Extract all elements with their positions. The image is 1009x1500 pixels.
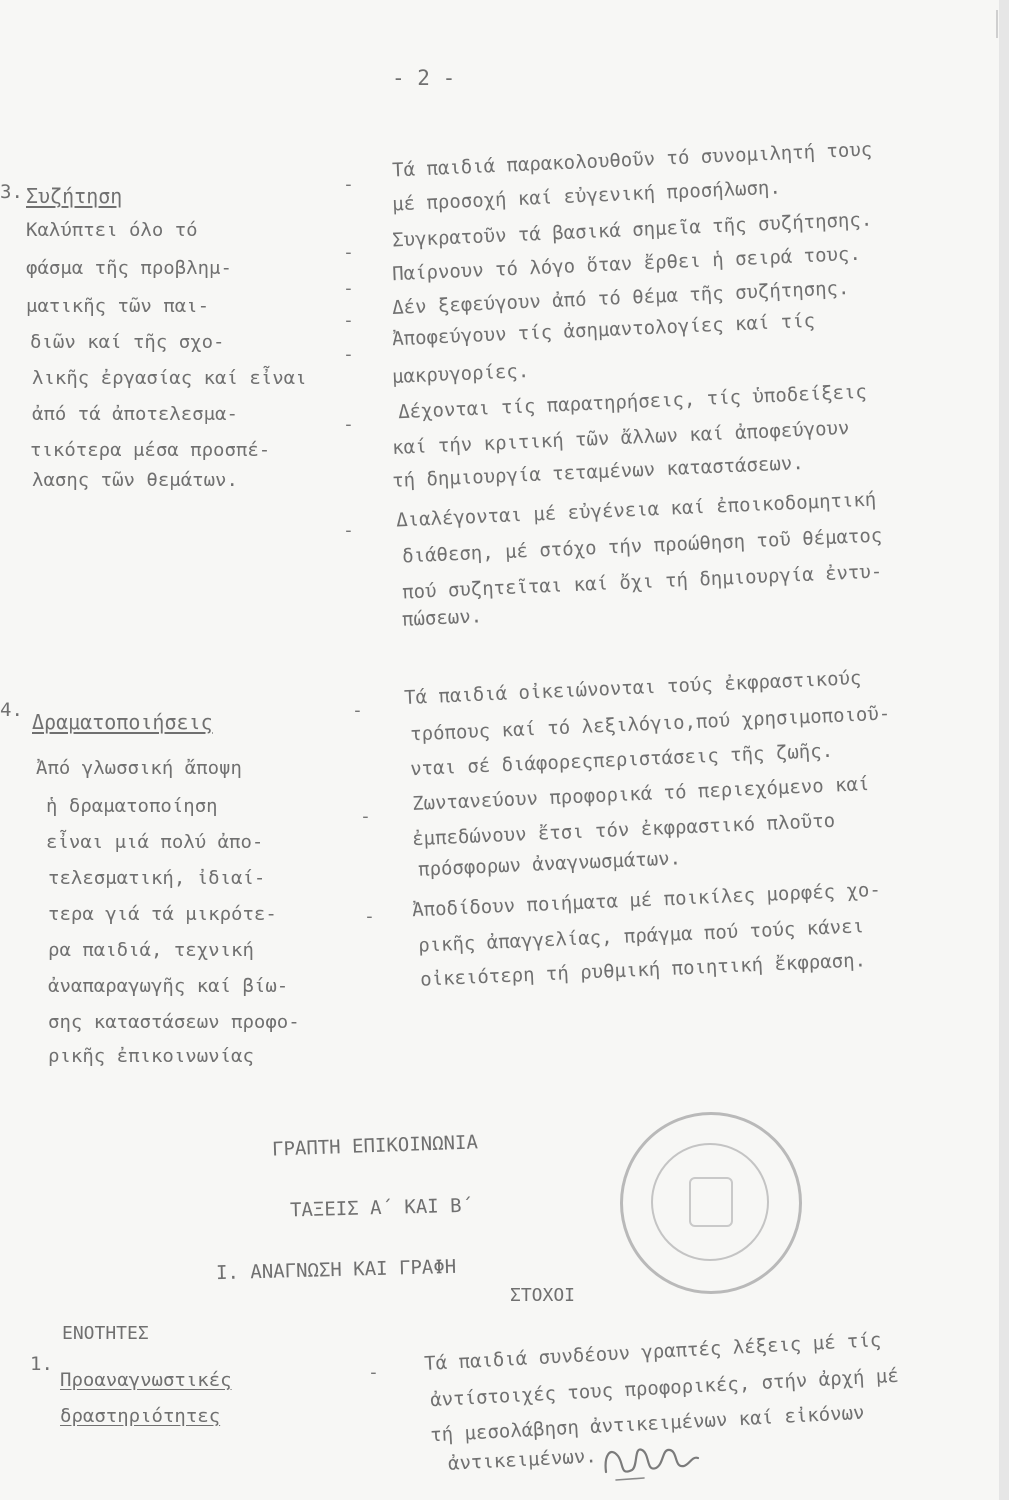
objective-line: μέ προσοχή καί εὐγενική προσήλωση. [391,176,782,216]
objective-line: μακρυγορίες. [391,360,530,388]
section-4-desc-line: εἶναι μιά πολύ ἀπο- [46,831,264,853]
objective-line: πρόσφορων ἀναγνωσμάτων. [417,847,682,881]
section-4-desc-line: σης καταστάσεων προφο- [48,1011,300,1033]
classes-title: ΤΑΞΕΙΣ Α΄ ΚΑΙ Β΄ [289,1194,474,1222]
bullet-dash: - [343,520,354,541]
bullet-dash: - [343,414,354,435]
page-number: - 2 - [392,66,456,90]
objective-line: ἀντικειμένων. [447,1445,598,1475]
objective-line: Διαλέγονται μέ εὐγένεια καί ἐποικοδομητική [395,488,877,532]
section-3-desc-line: λικῆς ἐργασίας καί εἶναι [32,367,307,389]
objective-line: νται σέ διάφορεςπεριστάσεις τῆς ζωῆς. [409,739,834,781]
objective-line: καί τήν κριτική τῶν ἄλλων καί ἀποφεύγουν [391,417,850,459]
objective-line: ἐμπεδώνουν ἔτσι τόν ἐκφραστικό πλοῦτο [411,809,836,851]
section-3-desc-line: ματικῆς τῶν παι- [26,295,210,317]
section-4-heading: Δραματοποιήσεις [32,710,213,734]
objective-line: Τά παιδιά παρακολουθοῦν τό συνομιλητή τους [391,138,873,182]
handwritten-signature [598,1428,718,1488]
section-4-desc-line: ἡ δραματοποίηση [46,795,218,817]
section-4-desc-line: ἀναπαραγωγῆς καί βίω- [48,975,289,997]
objective-line: οἰκειότερη τή ρυθμική ποιητική ἔκφραση. [419,949,867,991]
bullet-dash: - [343,174,354,195]
section-4-desc-line: Ἀπό γλωσσική ἄποψη [36,757,242,779]
objective-line: πώσεων. [401,605,483,631]
section-3-desc-line: διῶν καί τῆς σχο- [30,331,225,353]
bullet-dash: - [360,806,371,827]
goals-header: ΣΤΟΧΟΙ [510,1285,576,1306]
units-header: ΕΝΟΤΗΤΕΣ [62,1323,149,1344]
objective-line: πού συζητεῖται καί ὄχι τή δημιουργία ἐντυ- [401,560,883,604]
stamp-emblem [689,1177,733,1227]
sub-title: Ι. ΑΝΑΓΝΩΣΗ ΚΑΙ ΓΡΑΦΗ [215,1255,457,1285]
bullet-dash: - [368,1362,379,1383]
section-3-desc-line: Καλύπτει όλο τό [26,219,198,241]
section-3-desc-line: φάσμα τῆς προβλημ- [26,257,232,279]
objective-line: Δέν ξεφεύγουν ἀπό τό θέμα τῆς συζήτησης. [391,277,850,319]
objective-line: Παίρνουν τό λόγο ὅταν ἔρθει ἡ σειρά τους. [391,242,862,286]
stamp-inner-ring [651,1143,769,1261]
official-stamp [620,1112,802,1294]
unit-1-heading: δραστηριότητες [60,1405,221,1427]
objective-line: ἀντίστοιχές τους προφορικές, στήν ἀρχή μέ [429,1364,900,1412]
section-3-number: 3. [0,181,23,203]
section-4-desc-line: ρα παιδιά, τεχνική [48,939,254,961]
objective-line: Τά παιδιά συνδέουν γραπτές λέξεις μέ τίς [423,1329,882,1375]
objective-line: Ἀποφεύγουν τίς ἀσημαντολογίες καί τίς [391,309,816,351]
section-3-heading: Συζήτηση [26,184,123,208]
section-4-desc-line: τερα γιά τά μικρότε- [48,903,277,925]
bullet-dash: - [343,242,354,263]
objective-line: Ἀποδίδουν ποιήματα μέ ποικίλες μορφές χο- [411,878,882,922]
objective-line: ρικῆς ἀπαγγελίας, πράγμα πού τούς κάνει [417,915,865,957]
section-4-number: 4. [0,699,23,721]
objective-line: τή δημιουργία τεταμένων καταστάσεων. [391,452,805,492]
objective-line: διάθεση, μέ στόχο τήν προώθηση τοῦ θέματος [401,524,883,568]
page-edge-mark [996,10,998,38]
bullet-dash: - [343,344,354,365]
page-edge-shadow [999,0,1009,1500]
section-4-desc-line: τελεσματική, ἰδιαί- [48,867,266,889]
objective-line: τρόπους καί τό λεξιλόγιο,πού χρησιμοποιοῦ- [409,702,891,746]
bullet-dash: - [343,310,354,331]
unit-1-number: 1. [30,1353,53,1375]
unit-1-heading: Προαναγνωστικές [60,1369,232,1391]
objective-line: Τά παιδιά οἰκειώνονται τούς ἐκφραστικούς [403,667,862,709]
objective-line: τή μεσολάβηση ἀντικειμένων καί εἰκόνων [429,1401,865,1447]
objective-line: Ζωντανεύουν προφορικά τό περιεχόμενο καί [411,773,870,815]
objective-line: Δέχονται τίς παρατηρήσεις, τίς ὑποδείξεις [397,380,868,424]
section-3-desc-line: λασης τῶν θεμάτων. [32,469,238,491]
section-4-desc-line: ρικῆς ἐπικοινωνίας [48,1045,254,1067]
bullet-dash: - [364,906,375,927]
section-3-desc-line: ἀπό τά ἀποτελεσμα- [32,403,238,425]
bullet-dash: - [352,700,363,721]
section-3-desc-line: τικότερα μέσα προσπέ- [30,439,271,461]
objective-line: Συγκρατοῦν τά βασικά σημεῖα τῆς συζήτησης. [391,208,873,252]
bullet-dash: - [343,278,354,299]
main-title: ΓΡΑΠΤΗ ΕΠΙΚΟΙΝΩΝΙΑ [271,1131,479,1161]
